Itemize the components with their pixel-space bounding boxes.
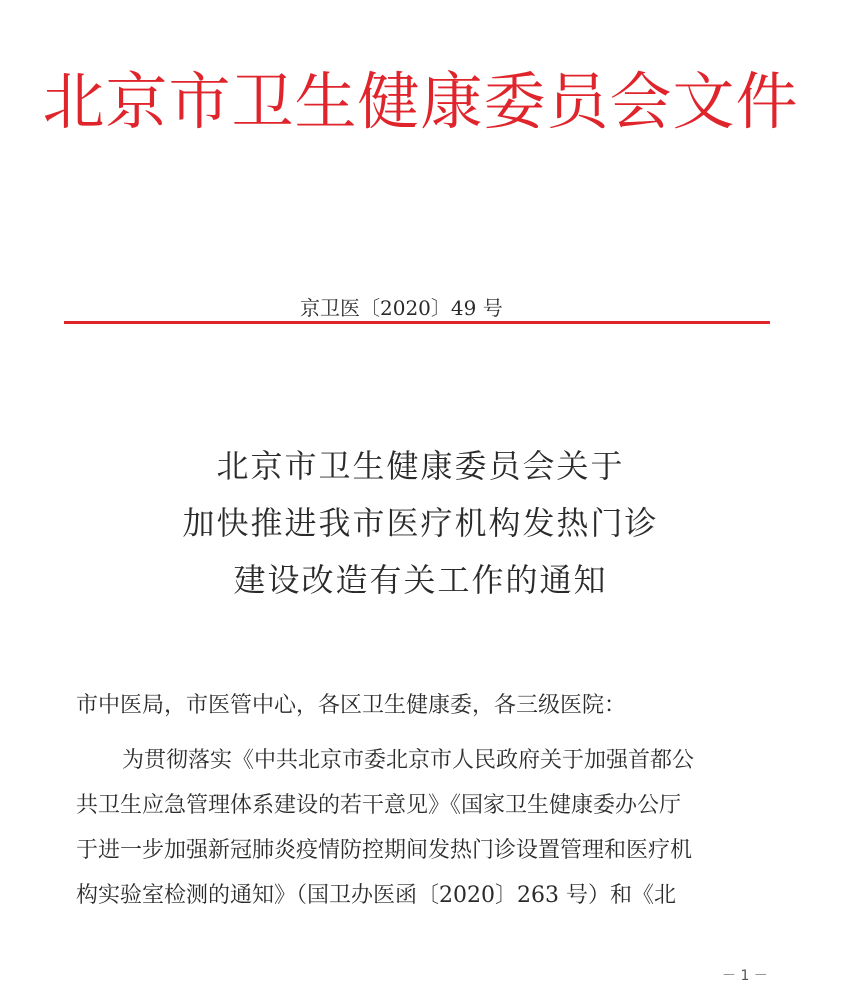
notice-title-line: 加快推进我市医疗机构发热门诊 — [182, 504, 659, 542]
body-line: 构实验室检测的通知》（国卫办医函〔2020〕263 号）和《北 — [76, 883, 676, 908]
body-line: 于进一步加强新冠肺炎疫情防控期间发热门诊设置管理和医疗机 — [76, 838, 693, 863]
notice-title-line: 北京市卫生健康委员会关于 — [216, 447, 625, 485]
page-number: － 1 － — [722, 968, 768, 984]
letterhead-red-rule — [64, 321, 770, 324]
letterhead-title: 北京市卫生健康委员会文件 — [42, 65, 799, 138]
recipients-line: 市中医局，市医管中心，各区卫生健康委，各三级医院： — [76, 693, 627, 718]
body-line: 共卫生应急管理体系建设的若干意见》《国家卫生健康委办公厅 — [76, 793, 682, 818]
body-paragraph — [76, 738, 766, 918]
body-line: 为贯彻落实《中共北京市委北京市人民政府关于加强首都公 — [122, 748, 695, 773]
notice-title — [0, 438, 841, 609]
notice-title-line: 建设改造有关工作的通知 — [233, 561, 608, 599]
document-number: 京卫医〔2020〕49 号 — [300, 296, 503, 320]
